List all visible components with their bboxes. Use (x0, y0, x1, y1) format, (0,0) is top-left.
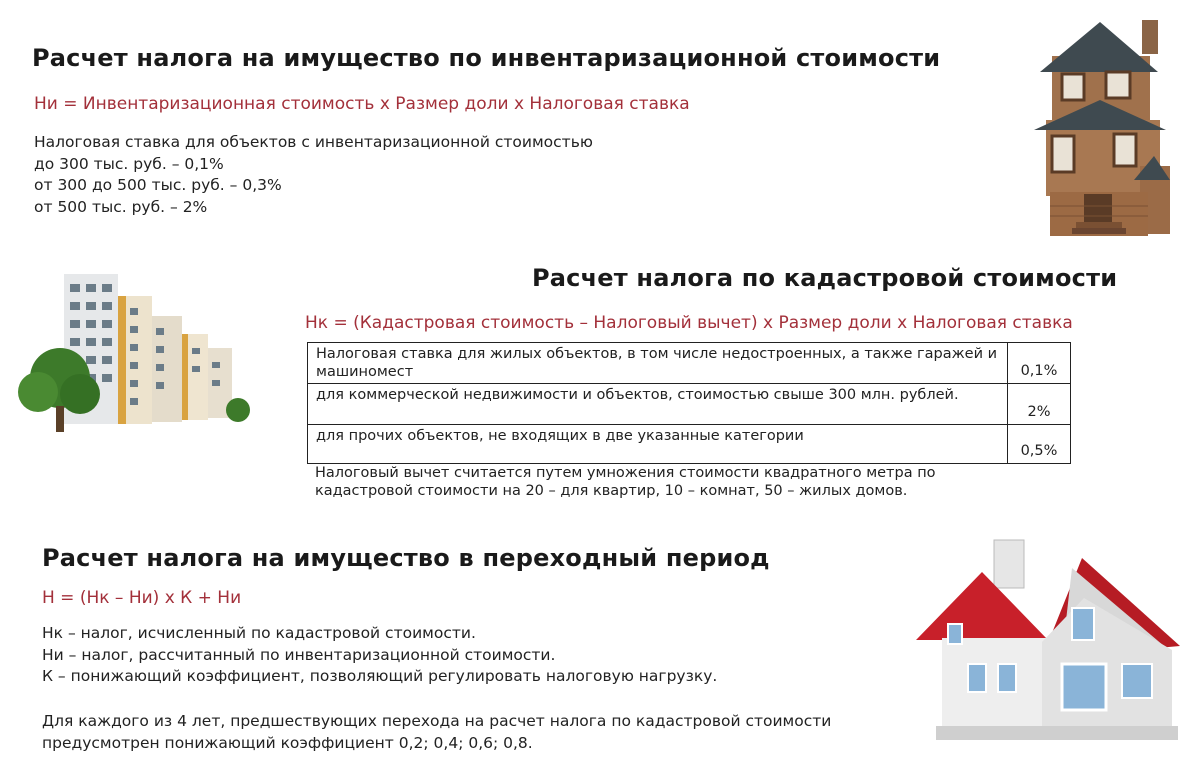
rate-value: 0,5% (1008, 425, 1071, 464)
section2-title: Расчет налога по кадастровой стоимости (532, 264, 1118, 292)
section3-paragraph (42, 711, 831, 754)
table-row (308, 384, 1071, 425)
rate-value: 2% (1008, 384, 1071, 425)
red-roof-house-icon (912, 538, 1184, 750)
section1-line: Налоговая ставка для объектов с инвентаризационной стоимостью (34, 133, 593, 151)
section1-line: до 300 тыс. руб. – 0,1% (34, 154, 224, 173)
paragraph-line: предусмотрен понижающий коэффициент 0,2; 0,4; 0,6; 0,8. (42, 733, 533, 752)
definition-line: Нк – налог, исчисленный по кадастровой стоимости. (42, 624, 476, 642)
table-row (308, 343, 1071, 384)
deduction-note: Налоговый вычет считается путем умножения стоимости квадратного метра по кадастровой стоимости на 20 – для квартир, 10 – комнат, 50 – жилых домов. (315, 465, 936, 499)
rate-label: для прочих объектов, не входящих в две указанные категории (308, 425, 1008, 464)
rate-label: Налоговая ставка для жилых объектов, в том числе недостроенных, а также гаражей и машиномест (308, 343, 1008, 384)
section3-definitions (42, 623, 717, 688)
section1-formula: Ни = Инвентаризационная стоимость х Размер доли х Налоговая ставка (34, 94, 690, 114)
rates-table (307, 342, 1071, 464)
paragraph-line: Для каждого из 4 лет, предшествующих перехода на расчет налога по кадастровой стоимости (42, 712, 832, 730)
section3-title: Расчет налога на имущество в переходный период (42, 544, 770, 572)
section2-formula: Нк = (Кадастровая стоимость – Налоговый вычет) х Размер доли х Налоговая ставка (305, 313, 1073, 333)
apartment-building-icon (16, 268, 252, 434)
section1-title: Расчет налога на имущество по инвентаризационной стоимости (32, 44, 941, 72)
section1-line: от 500 тыс. руб. – 2% (34, 197, 208, 216)
definition-line: Ни – налог, рассчитанный по инвентаризационной стоимости. (42, 645, 556, 664)
rate-label: для коммерческой недвижимости и объектов, стоимостью свыше 300 млн. рублей. (308, 384, 1008, 425)
table-row (308, 425, 1071, 464)
rate-value: 0,1% (1008, 343, 1071, 384)
section1-line: от 300 до 500 тыс. руб. – 0,3% (34, 176, 282, 194)
section1-text (34, 132, 593, 218)
section3-formula: Н = (Нк – Ни) х К + Ни (42, 588, 242, 608)
definition-line: К – понижающий коэффициент, позволяющий регулировать налоговую нагрузку. (42, 667, 718, 685)
wooden-house-icon (1030, 16, 1176, 238)
